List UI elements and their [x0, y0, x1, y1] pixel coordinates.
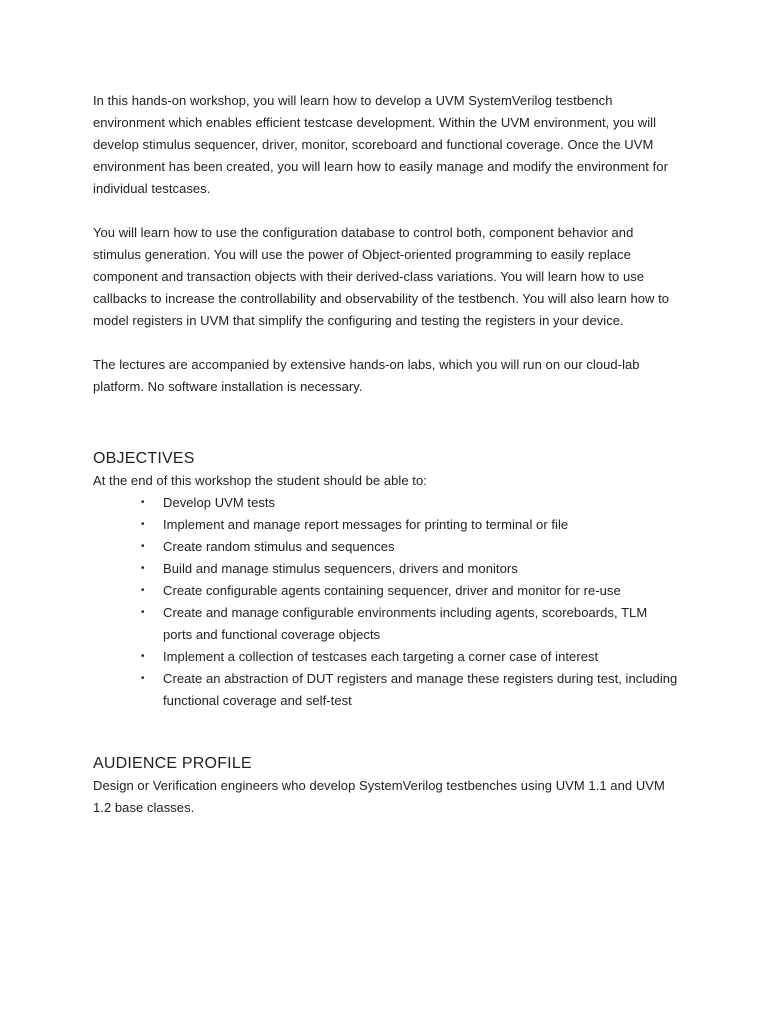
- list-item-text: Create an abstraction of DUT registers and manage these registers during test, including functional coverage and self-test: [163, 671, 678, 708]
- objectives-heading: OBJECTIVES: [93, 450, 195, 467]
- list-item-text: Create configurable agents containing sequencer, driver and monitor for re-use: [163, 583, 621, 598]
- list-item-text: Build and manage stimulus sequencers, drivers and monitors: [163, 561, 518, 576]
- list-item-text: Create random stimulus and sequences: [163, 539, 395, 554]
- list-item-text: Implement and manage report messages for printing to terminal or file: [163, 517, 569, 532]
- bullet-icon: •: [141, 607, 145, 618]
- intro-paragraph-3: The lectures are accompanied by extensive hands-on labs, which you will run on our cloud-lab platform. No software installation is necessary.: [93, 357, 640, 394]
- objectives-list: [93, 492, 678, 712]
- list-item: [141, 492, 678, 514]
- audience-heading: AUDIENCE PROFILE: [93, 755, 252, 772]
- list-item: [141, 514, 678, 536]
- bullet-icon: •: [141, 541, 145, 552]
- list-item: [141, 668, 678, 712]
- list-item-text: Create and manage configurable environments including agents, scoreboards, TLM ports and functional coverage objects: [163, 605, 648, 642]
- list-item-text: Develop UVM tests: [163, 495, 276, 510]
- list-item-text: Implement a collection of testcases each targeting a corner case of interest: [163, 649, 599, 664]
- bullet-icon: •: [141, 497, 145, 508]
- audience-text: Design or Verification engineers who develop SystemVerilog testbenches using UVM 1.1 and UVM 1.2 base classes.: [93, 778, 665, 815]
- list-item: [141, 602, 678, 646]
- bullet-icon: •: [141, 673, 145, 684]
- bullet-icon: •: [141, 651, 145, 662]
- list-item: [141, 646, 678, 668]
- list-item: [141, 536, 678, 558]
- document-content: [93, 90, 678, 819]
- intro-paragraph-2: You will learn how to use the configuration database to control both, component behavior and stimulus generation. You will use the power of Object-oriented programming to easily replace component and transaction objects with their derived-class variations. You will learn how to use callbacks to increase the controllability and observability of the testbench. You will also learn how to model registers in UVM that simplify the configuring and testing the registers in your device.: [93, 225, 670, 328]
- list-item: [141, 558, 678, 580]
- list-item: [141, 580, 678, 602]
- bullet-icon: •: [141, 585, 145, 596]
- intro-paragraph-1: In this hands-on workshop, you will learn how to develop a UVM SystemVerilog testbench environment which enables efficient testcase development. Within the UVM environment, you will develop stimulus sequencer, driver, monitor, scoreboard and functional coverage. Once the UVM environment has been created, you will learn how to easily manage and modify the environment for individual testcases.: [93, 93, 668, 196]
- bullet-icon: •: [141, 519, 145, 530]
- objectives-lead: At the end of this workshop the student should be able to:: [93, 473, 427, 488]
- bullet-icon: •: [141, 563, 145, 574]
